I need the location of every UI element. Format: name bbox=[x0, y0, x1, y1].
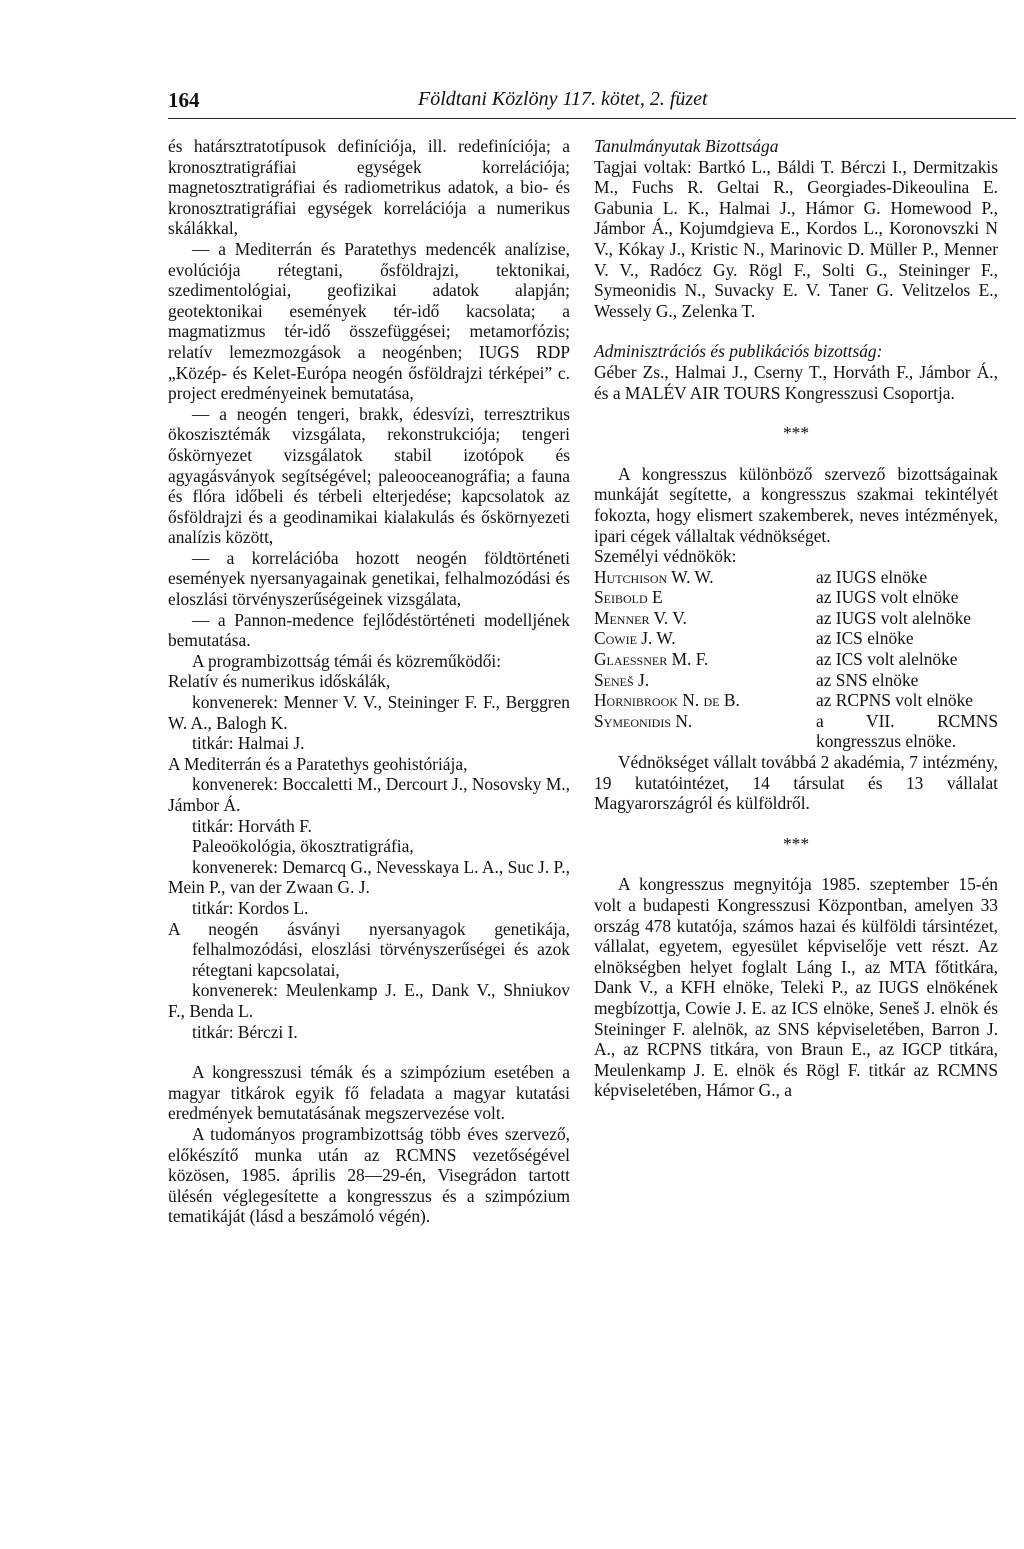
page-number: 164 bbox=[168, 88, 200, 112]
patron-row bbox=[594, 711, 998, 752]
patrons-label: Személyi védnökök: bbox=[594, 546, 737, 567]
patron-name: Symeonidis N. bbox=[594, 710, 693, 731]
patron-role: az IUGS volt alelnöke bbox=[816, 607, 972, 628]
paragraph: — a Pannon-medence fejlődéstörténeti modelljének bemutatása. bbox=[168, 609, 570, 651]
patron-row bbox=[594, 628, 998, 649]
topic-conveners: konvenerek: Boccaletti M., Dercourt J., Nosovsky M., Jámbor Á. bbox=[168, 774, 570, 815]
topic-conveners: konvenerek: Menner V. V., Steininger F. F., Berggren W. A., Balogh K. bbox=[168, 692, 570, 733]
patron-name: Glaessner M. F. bbox=[594, 649, 709, 670]
section-heading: Adminisztrációs és publikációs bizottság: bbox=[594, 341, 883, 362]
paragraph: A tudományos programbizottság több éves szervező, előkészítő munka után az RCMNS vezetőségével közösen, 1985. április 28—29-én, Visegrádon tartott ülésén véglegesítette a kongresszus és a szimpózium tematikáját (lásd a beszámoló végén). bbox=[168, 1123, 570, 1227]
paragraph: — a Mediterrán és Paratethys medencék analízise, evolúciója rétegtani, ősföldrajzi, tektonikai, szedimentológiai, geofizikai adatok alapján; geotektonikai események tér-idő kacsolata; a magmatizmus tér-idő összefüggései; metamorfózis; relatív lemezmozgások a neogénben; IUGS RDP „Közép- és Kelet-Európa neogén ősföldrajzi térképei” c. project eredményeinek bemutatása, bbox=[168, 238, 570, 404]
topic-title: Paleoökológia, ökosztratigráfia, bbox=[192, 836, 414, 857]
patron-role: az ICS elnöke bbox=[816, 628, 914, 649]
committee-members: Géber Zs., Halmai J., Cserny T., Horváth F., Jámbor Á., és a MALÉV AIR TOURS Kongresszusi Csoportja. bbox=[594, 361, 998, 403]
spacer bbox=[168, 1042, 570, 1062]
patron-role: a VII. RCMNS kongresszus elnöke. bbox=[816, 710, 998, 752]
paragraph: A kongresszusi témák és a szimpózium esetében a magyar titkárok egyik fő feladata a magyar kutatási eredmények bemutatásának megszervezése volt. bbox=[168, 1062, 570, 1124]
spacer bbox=[594, 444, 998, 464]
patron-name: Hornibrook N. de B. bbox=[594, 690, 740, 711]
spacer bbox=[594, 403, 998, 423]
right-column bbox=[594, 136, 998, 1101]
spacer bbox=[594, 814, 998, 834]
left-column bbox=[168, 136, 570, 1227]
topic-secretary: titkár: Bérczi I. bbox=[192, 1021, 298, 1042]
patron-role: az IUGS volt elnöke bbox=[816, 587, 959, 608]
paragraph: A kongresszus különböző szervező bizottságainak munkáját segítette, a kongresszus szakmai tekintélyét fokozta, hogy elismert szakemberek, neves intézmények, ipari cégek vállaltak védnökséget. bbox=[594, 463, 998, 546]
spacer bbox=[594, 854, 998, 874]
paragraph: és határsztratotípusok definíciója, ill. redefiníciója; a kronosztratigráfiai egységek korrelációja; magnetosztratigráfiai és radiometrikus adatok, a bio- és kronosztratigráfiai egységek korrelációja a numerikus skálákkal, bbox=[168, 136, 570, 239]
section-heading: Tanulmányutak Bizottsága bbox=[594, 136, 779, 156]
topic-secretary: titkár: Horváth F. bbox=[192, 815, 312, 836]
committee-members: Tagjai voltak: Bartkó L., Báldi T. Bérczi I., Dermitzakis M., Fuchs R. Geltai R., Georgiades-Dikeoulina E. Gabunia L. K., Halmai J., Hámor G. Homewood P., Jámbor Á., Kojumdgieva E., Kordos L., Koronovszki N V., Kókay J., Kristic N., Marinovic D. Müller P., Menner V. V., Radócz Gy. Rögl F., Solti G., Steininger F., Symeonidis N., Suvacky E. V. Taner G. Velitzelos E., Wessely G., Zelenka T. bbox=[594, 156, 998, 321]
topic-title: A neogén ásványi nyersanyagok genetikája, felhalmozódási, eloszlási törvényszerűségei és azok rétegtani kapcsolatai, bbox=[168, 918, 570, 980]
patron-row bbox=[594, 567, 998, 588]
topic-title: A Mediterrán és a Paratethys geohistóriája, bbox=[168, 753, 468, 774]
paragraph: — a korrelációba hozott neogén földtörténeti események nyersanyagainak genetikai, felhalmozódási és eloszlási törvényszerűségeinek vizsgálata, bbox=[168, 547, 570, 610]
patron-row bbox=[594, 690, 998, 711]
paragraph: A kongresszus megnyitója 1985. szeptember 15-én volt a budapesti Kongresszusi Központban, amelyen 33 ország 478 kutatója, számos hazai és külföldi társintézet, vállalat, egyetem, egyesület képviselője vett részt. Az elnökségben helyet foglalt Láng I., az MTA főtitkára, Dank V., a KFH elnöke, Teleki P., az IUGS elnökének megbízottja, Cowie J. E. az ICS elnöke, Seneš J. elnök és Steininger F. alelnök, az SNS képviseletében, Barron J. A., az RCPNS titkára, von Braun E., az IGCP titkára, Meulenkamp J. E. elnök és Rögl F. titkár az RCMNS képviseletében, Hámor G., a bbox=[594, 874, 998, 1101]
patrons-list bbox=[594, 567, 998, 752]
running-header bbox=[168, 88, 1016, 119]
patron-name: Cowie J. W. bbox=[594, 628, 676, 649]
patron-role: az SNS elnöke bbox=[816, 669, 919, 690]
patron-name: Hutchison W. W. bbox=[594, 566, 714, 587]
patron-role: az IUGS elnöke bbox=[816, 566, 928, 587]
patron-row bbox=[594, 587, 998, 608]
patron-row bbox=[594, 608, 998, 629]
topic-secretary: titkár: Kordos L. bbox=[192, 897, 309, 918]
patron-role: az RCPNS volt elnöke bbox=[816, 690, 973, 711]
patron-name: Seibold E bbox=[594, 587, 663, 608]
paragraph: — a neogén tengeri, brakk, édesvízi, terresztrikus ökoszisztémák vizsgálata, rekonstrukciója; tengeri őskörnyezet vizsgálatok stabil izotópok és agyagásványok segítségével; paleooceanográfia; a fauna és flóra időbeli és térbeli elterjedése; kapcsolatok az ősföldrajzi és a geodinamikai kialakulás és őskörnyezeti analízis között, bbox=[168, 403, 570, 548]
patron-row bbox=[594, 670, 998, 691]
patron-role: az ICS volt alelnöke bbox=[816, 649, 958, 670]
paragraph: Védnökséget vállalt továbbá 2 akadémia, 7 intézmény, 19 kutatóintézet, 14 társulat és 13 vállalat Magyarországról és külföldről. bbox=[594, 752, 998, 814]
section-separator: *** bbox=[782, 423, 810, 444]
patron-row bbox=[594, 649, 998, 670]
patron-name: Menner V. V. bbox=[594, 607, 687, 628]
topic-conveners: konvenerek: Meulenkamp J. E., Dank V., Shniukov F., Benda L. bbox=[168, 980, 570, 1021]
patron-name: Seneš J. bbox=[594, 669, 650, 690]
topic-title: Relatív és numerikus időskálák, bbox=[168, 671, 391, 692]
section-separator: *** bbox=[782, 833, 810, 854]
topic-conveners: konvenerek: Demarcq G., Nevesskaya L. A., Suc J. P., Mein P., van der Zwaan G. J. bbox=[168, 856, 570, 898]
journal-title: Földtani Közlöny 117. kötet, 2. füzet bbox=[418, 88, 708, 110]
spacer bbox=[594, 321, 998, 341]
topic-secretary: titkár: Halmai J. bbox=[192, 733, 305, 754]
paragraph: A programbizottság témái és közreműködői: bbox=[192, 650, 502, 671]
